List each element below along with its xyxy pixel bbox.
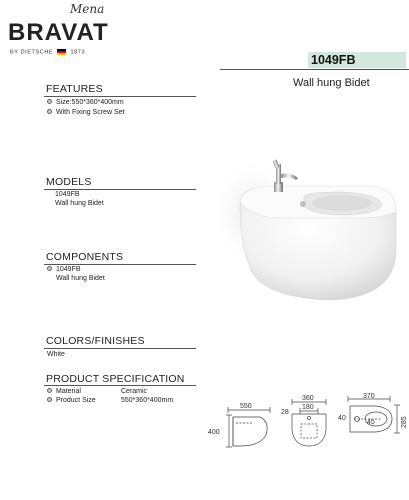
spec-row-value: Ceramic xyxy=(121,388,148,395)
side-height-label: 400 xyxy=(208,429,220,436)
front-width-label: 360 xyxy=(302,395,314,402)
german-flag-icon xyxy=(57,49,66,55)
bullet-icon xyxy=(47,109,52,114)
top-view-drawing xyxy=(348,396,400,433)
bidet-product-image xyxy=(212,152,402,312)
component-item xyxy=(47,266,81,273)
top-hole-label: 45 xyxy=(367,419,375,426)
models-title: MODELS xyxy=(46,176,92,188)
feature-item-text: With Fixing Screw Set xyxy=(56,109,125,116)
finishes-divider xyxy=(44,348,196,349)
models-code: 1049FB xyxy=(55,191,80,198)
model-title: Wall hung Bidet xyxy=(293,77,370,89)
brand-tagline xyxy=(10,49,85,55)
components-divider xyxy=(44,264,196,265)
features-divider xyxy=(44,96,196,97)
brand-tagline-year: 1873 xyxy=(70,49,86,56)
side-view-drawing xyxy=(226,407,270,447)
component-desc: Wall hung Bidet xyxy=(56,275,105,282)
models-desc: Wall hung Bidet xyxy=(55,200,104,207)
finish-value: White xyxy=(47,351,65,358)
bullet-icon xyxy=(47,266,52,271)
top-depth-label: 285 xyxy=(401,416,408,428)
top-left-label: 40 xyxy=(338,415,346,422)
front-top-label: 28 xyxy=(281,409,289,416)
technical-drawings xyxy=(0,390,409,500)
brand-logo: BRAVAT xyxy=(8,19,109,46)
feature-item xyxy=(47,109,124,116)
finishes-title: COLORS/FINISHES xyxy=(46,335,145,347)
model-code: 1049FB xyxy=(311,53,356,67)
overflow-hole xyxy=(300,201,306,207)
feature-item xyxy=(47,99,124,106)
side-width-label: 550 xyxy=(240,403,252,410)
feature-item-text: Size:550*360*400mm xyxy=(56,99,124,106)
features-title: FEATURES xyxy=(46,83,103,95)
bidet-bowl-inner xyxy=(312,195,372,211)
spec-title: PRODUCT SPECIFICATION xyxy=(46,373,185,385)
brand-script-mark: Mena xyxy=(70,2,105,16)
models-divider xyxy=(44,189,196,190)
spec-row-value: 550*360*400mm xyxy=(121,397,174,404)
brand-tagline-text: BY DIETSCHE xyxy=(10,49,54,56)
bullet-icon xyxy=(47,99,52,104)
spec-label-text: Product Size xyxy=(56,397,96,404)
spec-divider xyxy=(44,385,196,386)
component-code: 1049FB xyxy=(56,266,81,273)
front-inner-label: 180 xyxy=(302,404,314,411)
header-divider xyxy=(220,69,409,70)
top-width-label: 370 xyxy=(363,393,375,400)
components-title: COMPONENTS xyxy=(46,251,124,263)
spec-label-text: Material xyxy=(56,388,81,395)
